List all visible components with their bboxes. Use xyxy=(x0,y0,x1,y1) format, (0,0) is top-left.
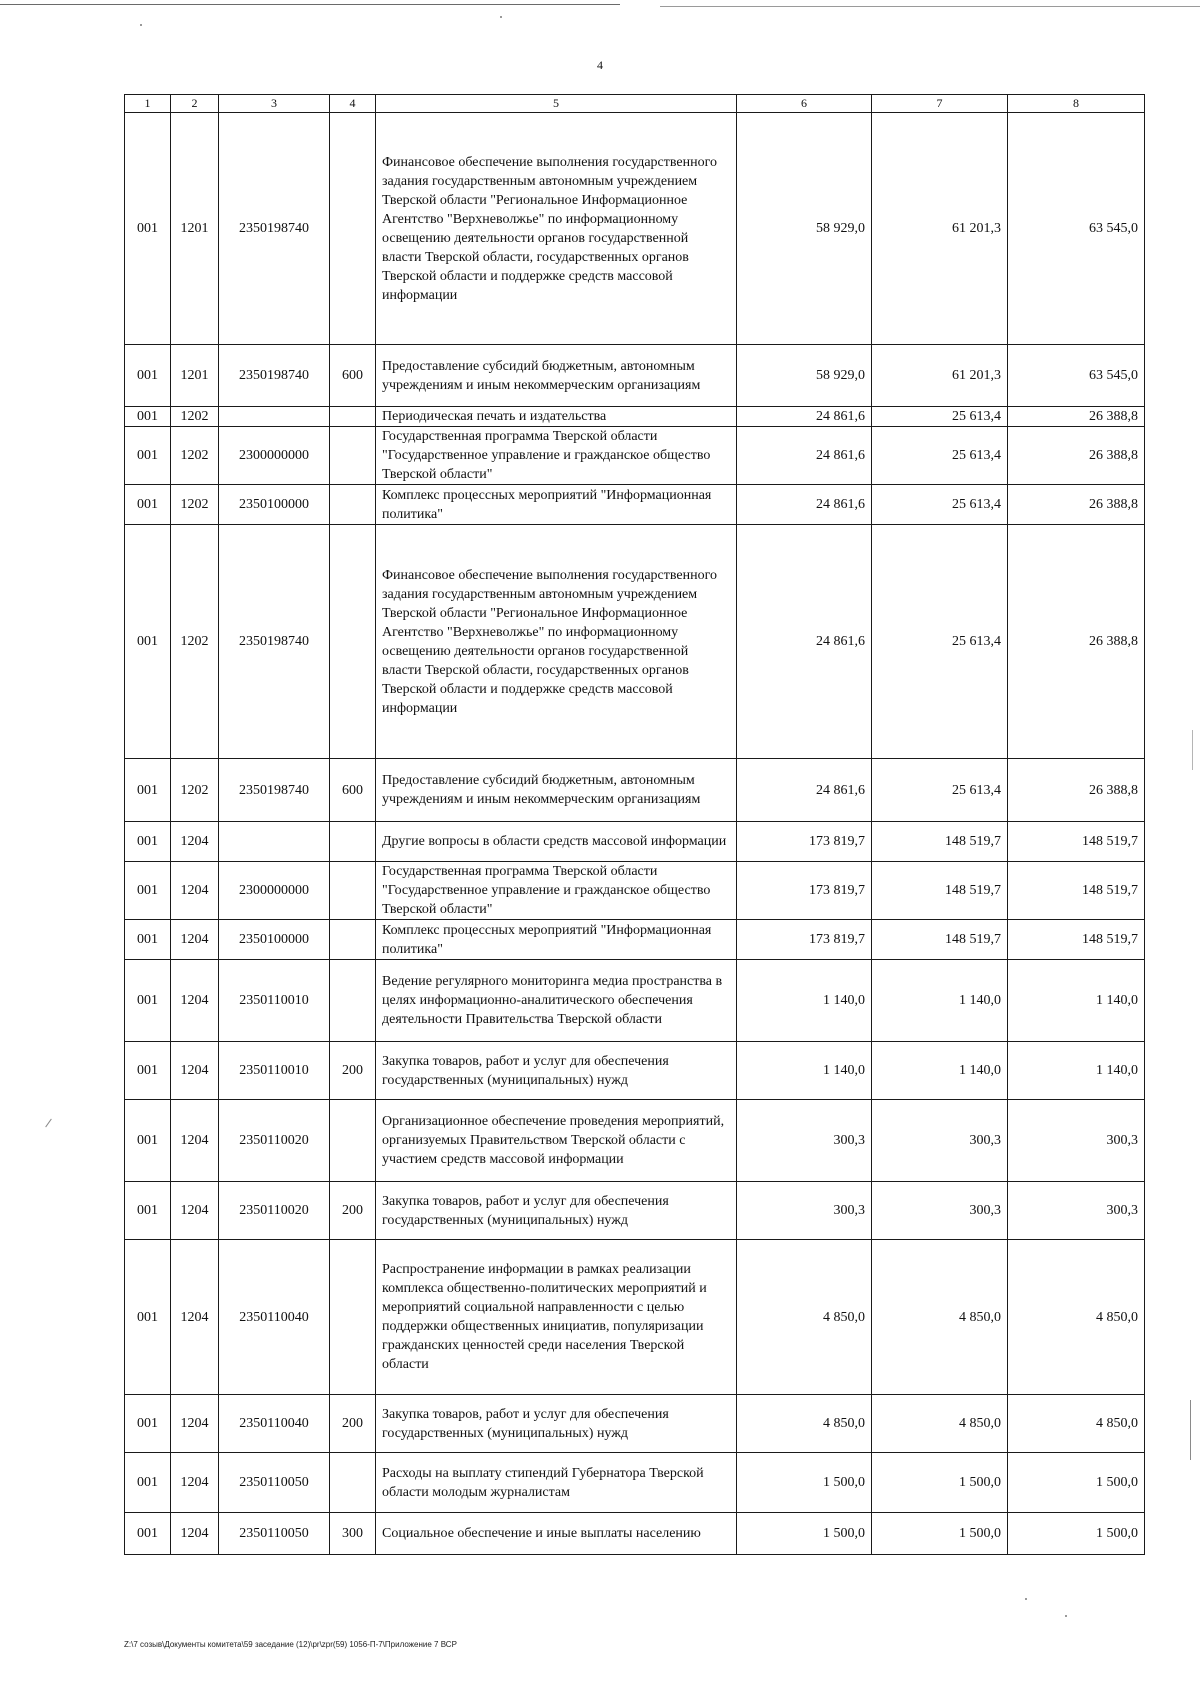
cell-expense-type xyxy=(330,407,376,427)
cell-amount-col7: 1 140,0 xyxy=(872,960,1008,1042)
cell-description: Расходы на выплату стипендий Губернатора Тверской области молодым журналистам xyxy=(376,1453,737,1513)
cell-section-code: 1204 xyxy=(171,1453,219,1513)
cell-amount-col8: 148 519,7 xyxy=(1008,862,1145,920)
cell-amount-col6: 24 861,6 xyxy=(737,427,872,485)
cell-amount-col8: 148 519,7 xyxy=(1008,920,1145,960)
cell-expense-type: 300 xyxy=(330,1513,376,1555)
table-row xyxy=(125,1453,1145,1513)
cell-amount-col8: 1 500,0 xyxy=(1008,1453,1145,1513)
cell-amount-col6: 173 819,7 xyxy=(737,862,872,920)
cell-section-code: 1204 xyxy=(171,1240,219,1395)
cell-section-code: 1202 xyxy=(171,485,219,525)
table-row xyxy=(125,1240,1145,1395)
cell-amount-col6: 300,3 xyxy=(737,1182,872,1240)
cell-expense-type: 200 xyxy=(330,1042,376,1100)
cell-expense-type xyxy=(330,920,376,960)
cell-section-code: 1201 xyxy=(171,113,219,345)
cell-target-article: 2350110050 xyxy=(219,1453,330,1513)
cell-amount-col7: 25 613,4 xyxy=(872,485,1008,525)
cell-target-article: 2350100000 xyxy=(219,920,330,960)
cell-admin-code: 001 xyxy=(125,1240,171,1395)
cell-expense-type: 600 xyxy=(330,345,376,407)
table-row xyxy=(125,1182,1145,1240)
cell-admin-code: 001 xyxy=(125,1042,171,1100)
cell-target-article: 2350110010 xyxy=(219,960,330,1042)
cell-amount-col6: 24 861,6 xyxy=(737,525,872,759)
table-row xyxy=(125,1042,1145,1100)
cell-admin-code: 001 xyxy=(125,427,171,485)
cell-target-article: 2350198740 xyxy=(219,759,330,822)
cell-description: Социальное обеспечение и иные выплаты населению xyxy=(376,1513,737,1555)
cell-expense-type xyxy=(330,1100,376,1182)
cell-amount-col7: 25 613,4 xyxy=(872,407,1008,427)
cell-section-code: 1201 xyxy=(171,345,219,407)
cell-target-article: 2350110040 xyxy=(219,1240,330,1395)
cell-expense-type xyxy=(330,1453,376,1513)
cell-admin-code: 001 xyxy=(125,485,171,525)
table-row xyxy=(125,960,1145,1042)
column-header: 2 xyxy=(171,95,219,113)
cell-admin-code: 001 xyxy=(125,862,171,920)
cell-expense-type xyxy=(330,960,376,1042)
cell-amount-col8: 26 388,8 xyxy=(1008,485,1145,525)
cell-expense-type xyxy=(330,113,376,345)
cell-expense-type: 600 xyxy=(330,759,376,822)
table-row xyxy=(125,525,1145,759)
cell-amount-col8: 1 140,0 xyxy=(1008,1042,1145,1100)
budget-table xyxy=(124,94,1145,1555)
cell-description: Комплекс процессных мероприятий "Информационная политика" xyxy=(376,920,737,960)
cell-admin-code: 001 xyxy=(125,759,171,822)
cell-amount-col7: 4 850,0 xyxy=(872,1395,1008,1453)
cell-admin-code: 001 xyxy=(125,920,171,960)
cell-admin-code: 001 xyxy=(125,822,171,862)
scan-artifact-mark xyxy=(1192,730,1193,770)
column-header: 1 xyxy=(125,95,171,113)
cell-section-code: 1204 xyxy=(171,920,219,960)
table-row xyxy=(125,1395,1145,1453)
cell-expense-type xyxy=(330,485,376,525)
cell-section-code: 1204 xyxy=(171,1042,219,1100)
cell-amount-col6: 58 929,0 xyxy=(737,345,872,407)
cell-target-article: 2350110020 xyxy=(219,1182,330,1240)
cell-amount-col8: 63 545,0 xyxy=(1008,113,1145,345)
cell-amount-col6: 173 819,7 xyxy=(737,822,872,862)
cell-description: Финансовое обеспечение выполнения государственного задания государственным автономным учреждением Тверской области "Региональное Информационное Агентство "Верхневолжье" по информационному освещению деятельности органов государственной власти Тверской области, государственных органов Тверской области и поддержке средств массовой информации xyxy=(376,525,737,759)
table-row xyxy=(125,1513,1145,1555)
table-row xyxy=(125,345,1145,407)
cell-amount-col6: 4 850,0 xyxy=(737,1240,872,1395)
cell-admin-code: 001 xyxy=(125,345,171,407)
column-number-row xyxy=(125,95,1145,113)
cell-amount-col8: 300,3 xyxy=(1008,1182,1145,1240)
cell-amount-col8: 1 140,0 xyxy=(1008,960,1145,1042)
cell-amount-col7: 148 519,7 xyxy=(872,862,1008,920)
cell-description: Закупка товаров, работ и услуг для обеспечения государственных (муниципальных) нужд xyxy=(376,1042,737,1100)
cell-amount-col7: 61 201,3 xyxy=(872,345,1008,407)
cell-amount-col7: 148 519,7 xyxy=(872,822,1008,862)
cell-amount-col6: 1 140,0 xyxy=(737,960,872,1042)
cell-target-article: 2300000000 xyxy=(219,427,330,485)
cell-description: Предоставление субсидий бюджетным, автономным учреждениям и иным некоммерческим организациям xyxy=(376,759,737,822)
table-row xyxy=(125,822,1145,862)
cell-amount-col8: 26 388,8 xyxy=(1008,759,1145,822)
cell-admin-code: 001 xyxy=(125,960,171,1042)
cell-amount-col8: 63 545,0 xyxy=(1008,345,1145,407)
table-row xyxy=(125,427,1145,485)
cell-description: Государственная программа Тверской области "Государственное управление и гражданское общество Тверской области" xyxy=(376,427,737,485)
scan-artifact-mark xyxy=(45,1119,52,1128)
cell-amount-col8: 26 388,8 xyxy=(1008,525,1145,759)
scan-artifact-dot xyxy=(500,16,502,18)
cell-description: Закупка товаров, работ и услуг для обеспечения государственных (муниципальных) нужд xyxy=(376,1182,737,1240)
cell-amount-col7: 1 140,0 xyxy=(872,1042,1008,1100)
column-header: 5 xyxy=(376,95,737,113)
cell-section-code: 1202 xyxy=(171,759,219,822)
cell-expense-type: 200 xyxy=(330,1182,376,1240)
cell-amount-col6: 1 500,0 xyxy=(737,1513,872,1555)
page-number: 4 xyxy=(597,58,603,72)
cell-admin-code: 001 xyxy=(125,1100,171,1182)
cell-amount-col8: 4 850,0 xyxy=(1008,1240,1145,1395)
column-header: 4 xyxy=(330,95,376,113)
cell-expense-type xyxy=(330,1240,376,1395)
cell-amount-col6: 24 861,6 xyxy=(737,485,872,525)
table-row xyxy=(125,485,1145,525)
cell-section-code: 1204 xyxy=(171,1395,219,1453)
cell-description: Организационное обеспечение проведения мероприятий, организуемых Правительством Тверской области с участием средств массовой информации xyxy=(376,1100,737,1182)
cell-admin-code: 001 xyxy=(125,407,171,427)
table-row xyxy=(125,759,1145,822)
cell-target-article xyxy=(219,407,330,427)
cell-admin-code: 001 xyxy=(125,113,171,345)
table-row xyxy=(125,920,1145,960)
scan-artifact-dot xyxy=(140,24,142,26)
cell-amount-col7: 61 201,3 xyxy=(872,113,1008,345)
cell-target-article: 2350198740 xyxy=(219,113,330,345)
cell-amount-col6: 300,3 xyxy=(737,1100,872,1182)
cell-admin-code: 001 xyxy=(125,1453,171,1513)
cell-section-code: 1204 xyxy=(171,1182,219,1240)
cell-section-code: 1204 xyxy=(171,822,219,862)
file-path-footer: Z:\7 созыв\Документы комитета\59 заседание (12)\pr\zpr(59) 1056-П-7\Приложение 7 ВСР xyxy=(124,1640,457,1649)
cell-amount-col7: 25 613,4 xyxy=(872,525,1008,759)
scan-artifact-dot xyxy=(1065,1615,1067,1617)
cell-description: Закупка товаров, работ и услуг для обеспечения государственных (муниципальных) нужд xyxy=(376,1395,737,1453)
cell-description: Комплекс процессных мероприятий "Информационная политика" xyxy=(376,485,737,525)
cell-description: Ведение регулярного мониторинга медиа пространства в целях информационно-аналитического обеспечения деятельности Правительства Тверской области xyxy=(376,960,737,1042)
cell-section-code: 1202 xyxy=(171,525,219,759)
cell-amount-col6: 1 500,0 xyxy=(737,1453,872,1513)
cell-expense-type xyxy=(330,427,376,485)
cell-expense-type xyxy=(330,525,376,759)
cell-description: Периодическая печать и издательства xyxy=(376,407,737,427)
cell-target-article: 2350110050 xyxy=(219,1513,330,1555)
cell-amount-col7: 4 850,0 xyxy=(872,1240,1008,1395)
cell-description: Другие вопросы в области средств массовой информации xyxy=(376,822,737,862)
scan-artifact-dot xyxy=(1025,1598,1027,1600)
cell-amount-col6: 4 850,0 xyxy=(737,1395,872,1453)
cell-amount-col7: 148 519,7 xyxy=(872,920,1008,960)
cell-section-code: 1202 xyxy=(171,427,219,485)
column-header: 6 xyxy=(737,95,872,113)
cell-amount-col8: 148 519,7 xyxy=(1008,822,1145,862)
cell-amount-col7: 25 613,4 xyxy=(872,427,1008,485)
cell-admin-code: 001 xyxy=(125,1395,171,1453)
table-row xyxy=(125,1100,1145,1182)
cell-amount-col6: 1 140,0 xyxy=(737,1042,872,1100)
scan-artifact-top-line xyxy=(660,6,1200,7)
cell-amount-col6: 24 861,6 xyxy=(737,407,872,427)
cell-admin-code: 001 xyxy=(125,525,171,759)
table-row xyxy=(125,407,1145,427)
cell-amount-col7: 300,3 xyxy=(872,1182,1008,1240)
cell-target-article: 2350110040 xyxy=(219,1395,330,1453)
cell-amount-col8: 26 388,8 xyxy=(1008,427,1145,485)
cell-description: Распространение информации в рамках реализации комплекса общественно-политических мероприятий и мероприятий социальной направленности с целью поддержки общественных инициатив, популяризации гражданских ценностей среди населения Тверской области xyxy=(376,1240,737,1395)
scan-artifact-mark xyxy=(1190,1400,1191,1460)
cell-amount-col6: 24 861,6 xyxy=(737,759,872,822)
cell-description: Государственная программа Тверской области "Государственное управление и гражданское общество Тверской области" xyxy=(376,862,737,920)
cell-amount-col7: 1 500,0 xyxy=(872,1513,1008,1555)
cell-amount-col7: 25 613,4 xyxy=(872,759,1008,822)
cell-amount-col8: 300,3 xyxy=(1008,1100,1145,1182)
cell-expense-type xyxy=(330,822,376,862)
cell-section-code: 1204 xyxy=(171,862,219,920)
cell-section-code: 1204 xyxy=(171,960,219,1042)
cell-amount-col6: 58 929,0 xyxy=(737,113,872,345)
cell-description: Предоставление субсидий бюджетным, автономным учреждениям и иным некоммерческим организациям xyxy=(376,345,737,407)
column-header: 7 xyxy=(872,95,1008,113)
table-row xyxy=(125,113,1145,345)
cell-expense-type: 200 xyxy=(330,1395,376,1453)
cell-admin-code: 001 xyxy=(125,1182,171,1240)
cell-expense-type xyxy=(330,862,376,920)
cell-description: Финансовое обеспечение выполнения государственного задания государственным автономным учреждением Тверской области "Региональное Информационное Агентство "Верхневолжье" по информационному освещению деятельности органов государственной власти Тверской области, государственных органов Тверской области и поддержке средств массовой информации xyxy=(376,113,737,345)
cell-target-article: 2350100000 xyxy=(219,485,330,525)
cell-target-article: 2350110020 xyxy=(219,1100,330,1182)
cell-amount-col7: 300,3 xyxy=(872,1100,1008,1182)
cell-section-code: 1202 xyxy=(171,407,219,427)
cell-amount-col8: 26 388,8 xyxy=(1008,407,1145,427)
cell-target-article: 2350198740 xyxy=(219,525,330,759)
cell-amount-col8: 1 500,0 xyxy=(1008,1513,1145,1555)
cell-target-article: 2350110010 xyxy=(219,1042,330,1100)
cell-target-article: 2300000000 xyxy=(219,862,330,920)
table-row xyxy=(125,862,1145,920)
cell-amount-col7: 1 500,0 xyxy=(872,1453,1008,1513)
column-header: 3 xyxy=(219,95,330,113)
cell-section-code: 1204 xyxy=(171,1100,219,1182)
cell-amount-col6: 173 819,7 xyxy=(737,920,872,960)
column-header: 8 xyxy=(1008,95,1145,113)
scan-artifact-top-line xyxy=(0,4,620,5)
cell-admin-code: 001 xyxy=(125,1513,171,1555)
cell-amount-col8: 4 850,0 xyxy=(1008,1395,1145,1453)
cell-target-article: 2350198740 xyxy=(219,345,330,407)
cell-section-code: 1204 xyxy=(171,1513,219,1555)
cell-target-article xyxy=(219,822,330,862)
